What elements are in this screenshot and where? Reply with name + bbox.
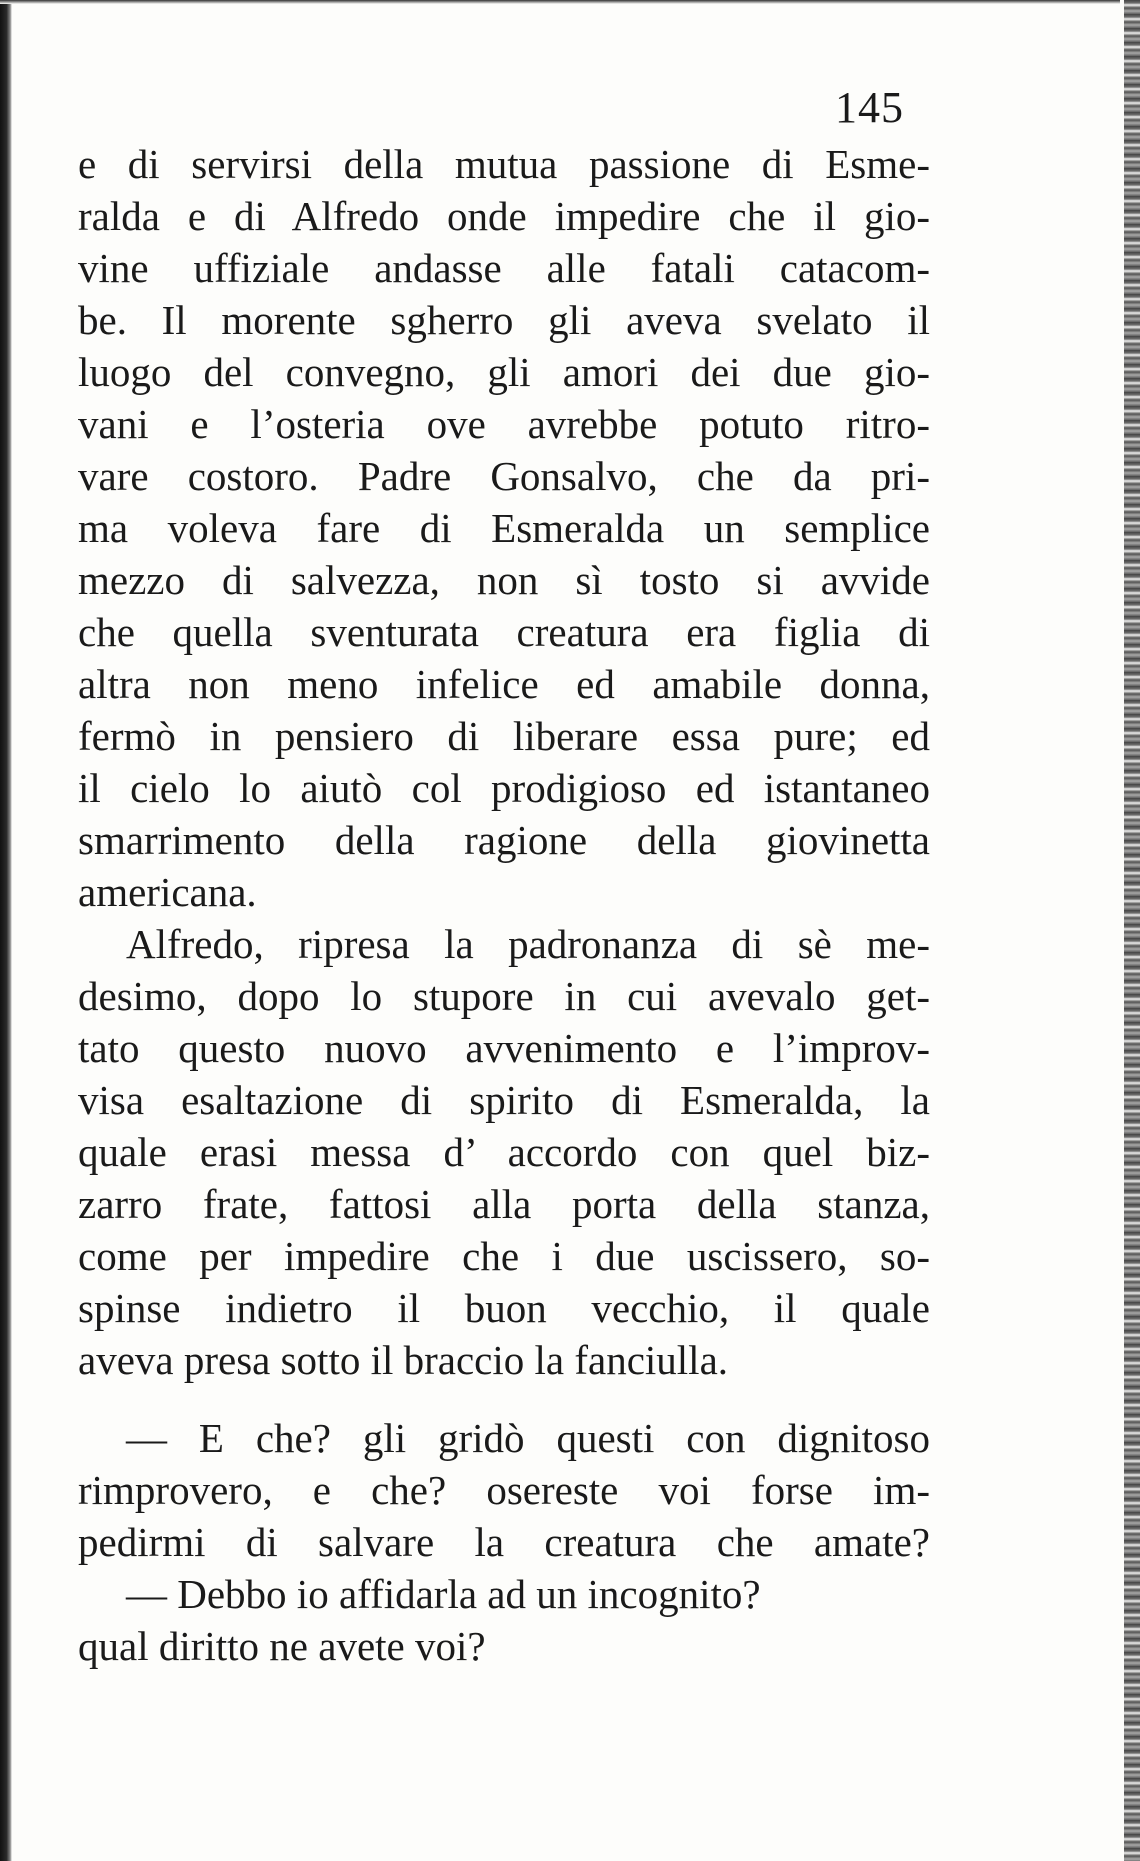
text-line: smarrimento della ragione della giovinetta (78, 817, 930, 863)
text-line: desimo, dopo lo stupore in cui avevalo get- (78, 973, 930, 1019)
text-line: il cielo lo aiutò col prodigioso ed istantaneo (78, 765, 930, 811)
text-line: — E che? gli gridò questi con dignitoso (126, 1415, 930, 1461)
page-top-edge (0, 0, 1120, 4)
text-line: visa esaltazione di spirito di Esmeralda, la (78, 1077, 930, 1123)
text-line: che quella sventurata creatura era figlia di (78, 609, 930, 655)
text-line: mezzo di salvezza, non sì tosto si avvide (78, 557, 930, 603)
text-line: quale erasi messa d’ accordo con quel biz- (78, 1129, 930, 1175)
text-line: e di servirsi della mutua passione di Esme- (78, 141, 930, 187)
text-line: — Debbo io affidarla ad un incognito? (126, 1571, 761, 1617)
text-line: vani e l’osteria ove avrebbe potuto ritro- (78, 401, 930, 447)
text-line: be. Il morente sgherro gli aveva svelato il (78, 297, 930, 343)
page-right-edge (1124, 0, 1140, 1861)
text-line: zarro frate, fattosi alla porta della stanza, (78, 1181, 930, 1227)
text-line: ralda e di Alfredo onde impedire che il gio- (78, 193, 930, 239)
text-line: come per impedire che i due uscissero, so- (78, 1233, 930, 1279)
page-number: 145 (835, 83, 904, 132)
text-line: qual diritto ne avete voi? (78, 1623, 486, 1669)
text-line: tato questo nuovo avvenimento e l’improv- (78, 1025, 930, 1071)
text-line: altra non meno infelice ed amabile donna, (78, 661, 930, 707)
text-line: spinse indietro il buon vecchio, il quale (78, 1285, 930, 1331)
text-line: vare costoro. Padre Gonsalvo, che da pri- (78, 453, 930, 499)
text-line: pedirmi di salvare la creatura che amate? (78, 1519, 930, 1565)
text-line: ma voleva fare di Esmeralda un semplice (78, 505, 930, 551)
text-line: rimprovero, e che? osereste voi forse im- (78, 1467, 930, 1513)
text-line: aveva presa sotto il braccio la fanciulla. (78, 1337, 729, 1383)
text-line: luogo del convegno, gli amori dei due gio- (78, 349, 930, 395)
text-line: americana. (78, 869, 257, 915)
page-spine-shadow (0, 0, 12, 1861)
text-line: fermò in pensiero di liberare essa pure; ed (78, 713, 930, 759)
text-line: vine uffiziale andasse alle fatali catacom- (78, 245, 930, 291)
text-line: Alfredo, ripresa la padronanza di sè me- (126, 921, 930, 967)
